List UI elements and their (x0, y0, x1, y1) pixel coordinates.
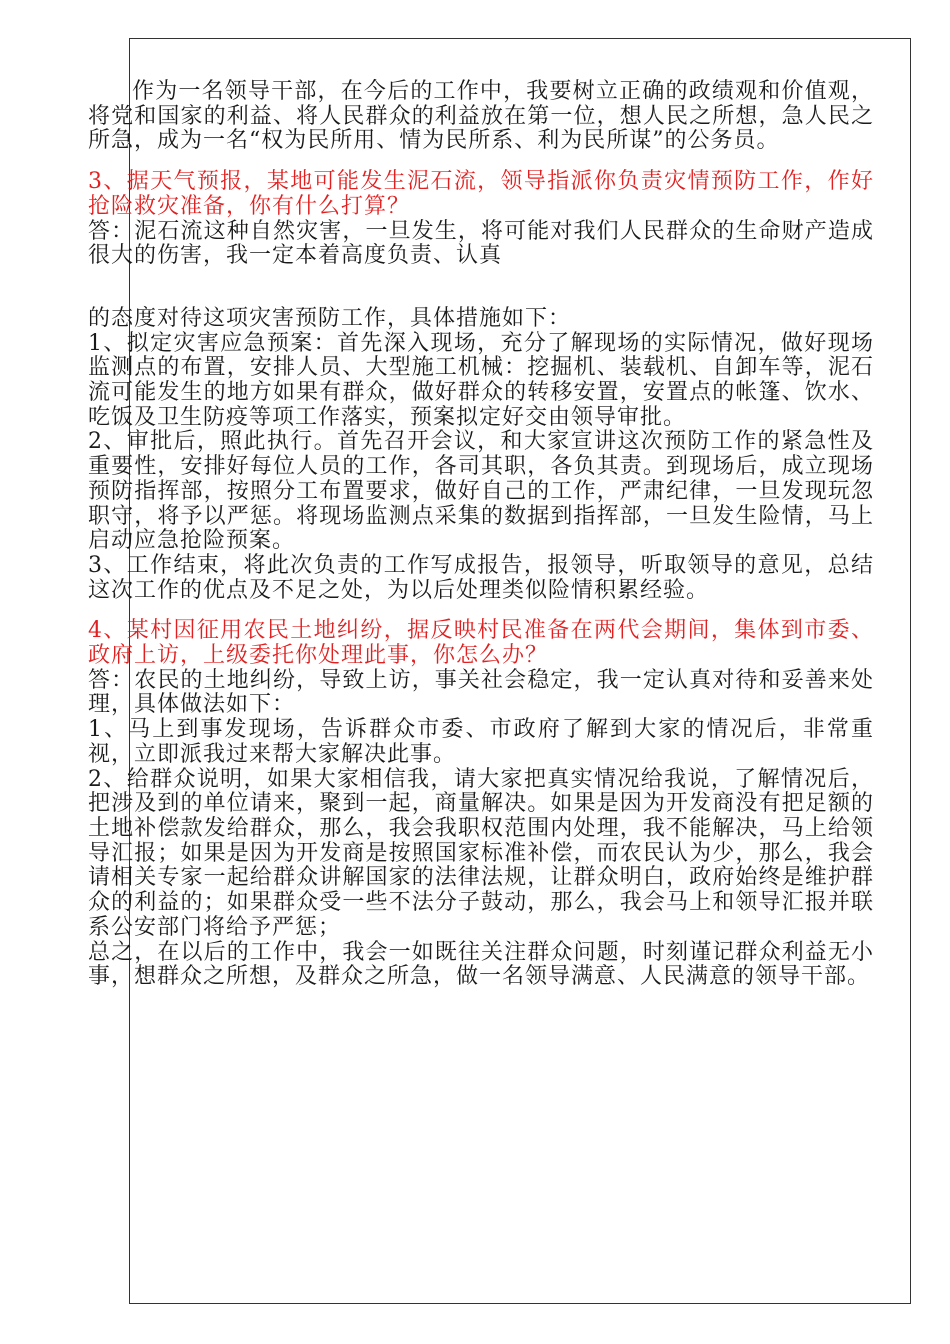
spacer (88, 603, 874, 619)
answer-3-step2: 2、审批后，照此执行。首先召开会议，和大家宣讲这次预防工作的紧急性及重要性，安排好每位人员的工作，各司其职，各负其责。到现场后，成立现场预防指挥部，按照分工布置要求，做好自己的工作，严肃纪律，一旦发现玩忽职守，将予以严惩。将现场监测点采集的数据到指挥部，一旦发生险情，马上启动应急抢险预案。 (88, 429, 874, 554)
question-3: 3、据天气预报，某地可能发生泥石流，领导指派你负责灾情预防工作，作好抢险救灾准备，你有什么打算？ (88, 169, 874, 219)
answer-4-step1: 1、马上到事发现场，告诉群众市委、市政府了解到大家的情况后，非常重视，立即派我过来帮大家解决此事。 (88, 717, 874, 767)
answer-4-step2: 2、给群众说明，如果大家相信我，请大家把真实情况给我说，了解情况后，把涉及到的单位请来，聚到一起，商量解决。如果是因为开发商没有把足额的土地补偿款发给群众，那么，我会我职权范围内处理，我不能解决，马上给领导汇报；如果是因为开发商是按照国家标准补偿，而农民认为少，那么，我会请相关专家一起给群众讲解国家的法律法规，让群众明白，政府始终是维护群众的利益的；如果群众受一些不法分子鼓动，那么，我会马上和领导汇报并联系公安部门将给予严惩； (88, 766, 874, 940)
question-4: 4、某村因征用农民土地纠纷，据反映村民准备在两代会期间，集体到市委、政府上访，上级委托你处理此事，你怎么办？ (88, 618, 874, 669)
answer-4-conclusion: 总之，在以后的工作中，我会一如既往关注群众问题，时刻谨记群众利益无小事，想群众之所想，及群众之所急，做一名领导满意、人民满意的领导干部。 (88, 939, 874, 990)
spacer (88, 269, 874, 307)
answer-3-part1: 答：泥石流这种自然灾害，一旦发生，将可能对我们人民群众的生命财产造成很大的伤害，我一定本着高度负责、认真 (88, 218, 874, 269)
answer-3-part2: 的态度对待这项灾害预防工作，具体措施如下： (88, 305, 572, 331)
intro-paragraph: 作为一名领导干部，在今后的工作中，我要树立正确的政绩观和价值观，将党和国家的利益、将人民群众的利益放在第一位，想人民之所想，急人民之所急，成为一名“权为民所用、情为民所系、利为民所谋”的公务员。 (88, 79, 874, 154)
answer-3-step3: 3、工作结束，将此次负责的工作写成报告，报领导，听取领导的意见，总结这次工作的优点及不足之处，为以后处理类似险情积累经验。 (88, 552, 874, 603)
spacer (88, 154, 874, 170)
answer-4: 答：农民的土地纠纷，导致上访，事关社会稳定，我一定认真对待和妥善来处理，具体做法如下： (88, 667, 874, 718)
answer-3-step1: 1、拟定灾害应急预案：首先深入现场，充分了解现场的实际情况，做好现场监测点的布置，安排人员、大型施工机械：挖掘机、装载机、自卸车等，泥石流可能发生的地方如果有群众，做好群众的转移安置，安置点的帐篷、饮水、吃饭及卫生防疫等项工作落实，预案拟定好交由领导审批。 (88, 330, 874, 430)
document-body (88, 80, 874, 990)
